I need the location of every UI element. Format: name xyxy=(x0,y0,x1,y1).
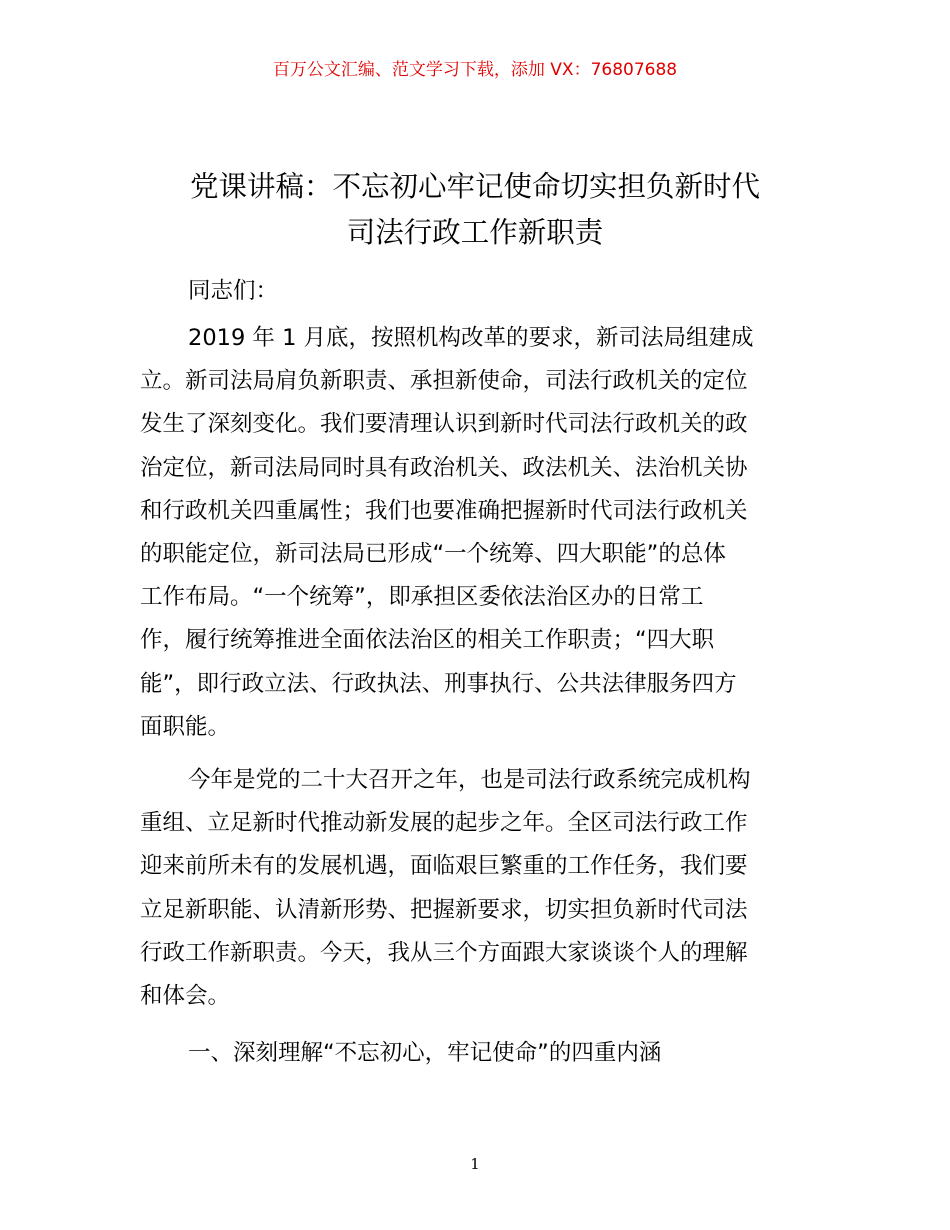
page-number: 1 xyxy=(470,1155,480,1173)
paragraph-line: 迎来前所未有的发展机遇，面临艰巨繁重的工作任务，我们要 xyxy=(140,853,748,880)
paragraph-1 xyxy=(140,317,812,749)
paragraph-line: 治定位，新司法局同时具有政治机关、政法机关、法治机关协 xyxy=(140,454,748,481)
title-line-1: 党课讲稿：不忘初心牢记使命切实担负新时代 xyxy=(189,170,760,203)
paragraph-line: 能”，即行政立法、行政执法、刑事执行、公共法律服务四方 xyxy=(140,670,737,697)
paragraph-line: 和体会。 xyxy=(140,982,231,1009)
paragraph-line: 立足新职能、认清新形势、把握新要求，切实担负新时代司法 xyxy=(140,896,748,923)
paragraph-line: 作，履行统筹推进全面依法治区的相关工作职责；“四大职 xyxy=(140,627,715,654)
paragraph-line: 面职能。 xyxy=(140,713,231,740)
paragraph-line: 和行政机关四重属性；我们也要准确把握新时代司法行政机关 xyxy=(140,497,748,524)
paragraph-line: 立。新司法局肩负新职责、承担新使命，司法行政机关的定位 xyxy=(140,368,748,395)
paragraph-line: 的职能定位，新司法局已形成“一个统筹、四大职能”的总体 xyxy=(140,540,726,567)
paragraph-line: 2019 年 1 月底，按照机构改革的要求，新司法局组建成 xyxy=(188,325,754,351)
paragraph-line: 今年是党的二十大召开之年，也是司法行政系统完成机构 xyxy=(188,767,751,793)
paragraph-line: 行政工作新职责。今天，我从三个方面跟大家谈谈个人的理解 xyxy=(140,939,748,966)
paragraph-line: 重组、立足新时代推动新发展的起步之年。全区司法行政工作 xyxy=(140,810,748,837)
title-line-2: 司法行政工作新职责 xyxy=(346,216,604,249)
watermark-header: 百万公文汇编、范文学习下载，添加 VX：76807688 xyxy=(272,60,678,80)
paragraph-line: 发生了深刻变化。我们要清理认识到新时代司法行政机关的政 xyxy=(140,411,748,438)
salutation-block xyxy=(140,270,812,313)
section-heading-1: 一、深刻理解“不忘初心，牢记使命”的四重内涵 xyxy=(188,1040,662,1066)
paragraph-line: 工作布局。“一个统筹”，即承担区委依法治区办的日常工 xyxy=(140,584,704,611)
section-heading-block xyxy=(140,1032,812,1075)
salutation: 同志们： xyxy=(188,278,279,304)
paragraph-2 xyxy=(140,759,812,1018)
document-title xyxy=(140,164,810,256)
